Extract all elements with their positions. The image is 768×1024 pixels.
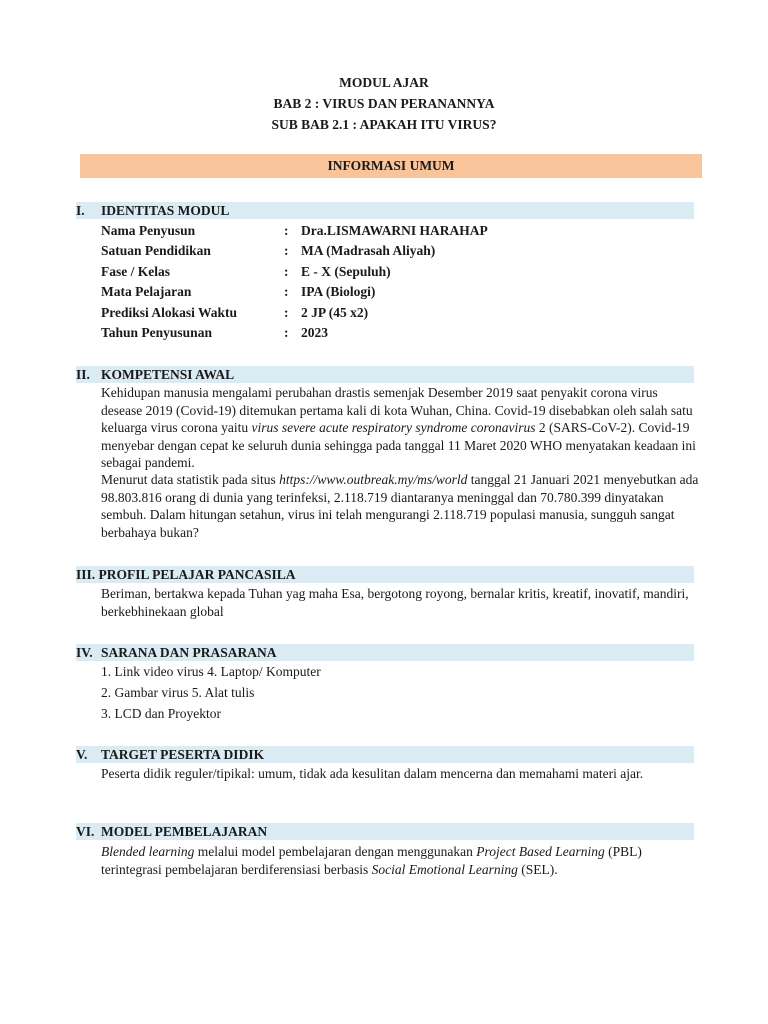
identitas-label: Satuan Pendidikan (101, 243, 211, 258)
informasi-umum-banner: INFORMASI UMUM (80, 154, 702, 178)
section-kompetensi-awal-heading (76, 366, 694, 383)
section-number: I. (76, 203, 85, 218)
identitas-value: E - X (Sepuluh) (301, 264, 391, 279)
identitas-colon: : (284, 264, 289, 279)
section-number: VI. (76, 824, 95, 839)
identitas-colon: : (284, 243, 289, 258)
section-number: IV. (76, 645, 93, 660)
section-title: MODEL PEMBELAJARAN (101, 824, 268, 839)
section-sarana-heading (76, 644, 694, 661)
identitas-colon: : (284, 284, 289, 299)
identitas-row-mata-pelajaran (101, 282, 701, 302)
section-identitas-modul-heading (76, 202, 694, 219)
section-target-heading (76, 746, 694, 763)
sarana-list-item: 2. Gambar virus 5. Alat tulis (101, 685, 255, 700)
identitas-colon: : (284, 305, 289, 320)
section-title: TARGET PESERTA DIDIK (101, 747, 265, 762)
section-profil-pelajar-heading (76, 566, 694, 583)
identitas-label: Tahun Penyusunan (101, 325, 212, 340)
identitas-value: 2 JP (45 x2) (301, 305, 369, 320)
profil-paragraph: Beriman, bertakwa kepada Tuhan yag maha Esa, bergotong royong, bernalar kritis, kreatif, inovatif, mandiri, berkebhinekaan global (101, 586, 689, 619)
title-sub-bab: SUB BAB 2.1 : APAKAH ITU VIRUS? (271, 117, 497, 132)
section-title: IDENTITAS MODUL (101, 203, 230, 218)
document-title-block (0, 72, 768, 135)
identitas-value: 2023 (301, 325, 328, 340)
section-title: III. PROFIL PELAJAR PANCASILA (76, 567, 296, 582)
identitas-row-satuan-pendidikan (101, 241, 701, 261)
section-title: KOMPETENSI AWAL (101, 367, 235, 382)
identitas-label: Nama Penyusun (101, 223, 196, 238)
model-paragraph: Blended learning melalui model pembelajaran dengan menggunakan Project Based Learning (PBL) terintegrasi pembelajaran berdiferensiasi berbasis Social Emotional Learning (SEL). (101, 844, 642, 877)
identitas-label: Prediksi Alokasi Waktu (101, 305, 238, 320)
target-paragraph: Peserta didik reguler/tipikal: umum, tidak ada kesulitan dalam mencerna dan memahami materi ajar. (101, 766, 644, 781)
identitas-colon: : (284, 325, 289, 340)
outbreak-url: https://www.outbreak.my/ms/world (279, 472, 468, 487)
identitas-row-nama-penyusun (101, 221, 701, 241)
identitas-value: Dra.LISMAWARNI HARAHAP (301, 223, 488, 238)
identitas-value: MA (Madrasah Aliyah) (301, 243, 436, 258)
identitas-row-tahun-penyusunan (101, 323, 701, 343)
kompetensi-paragraph-1: Kehidupan manusia mengalami perubahan drastis semenjak Desember 2019 saat penyakit corona virus desease 2019 (Covid-19) ditemukan pertama kali di kota Wuhan, China. Covid-19 disebabkan oleh salah satu keluarga virus corona yaitu virus severe acute respiratory syndrome coronavirus 2 (SARS-CoV-2). Covid-19 menyebar dengan cepat ke seluruh dunia sehingga pada tanggal 11 Maret 2020 WHO menyatakan keadaan ini sebagai pandemi. (101, 385, 696, 470)
section-number: II. (76, 367, 90, 382)
identitas-row-fase-kelas (101, 262, 701, 282)
section-title: SARANA DAN PRASARANA (101, 645, 277, 660)
identitas-colon: : (284, 223, 289, 238)
identitas-label: Mata Pelajaran (101, 284, 192, 299)
identitas-label: Fase / Kelas (101, 264, 170, 279)
kompetensi-paragraph-2: Menurut data statistik pada situs https://www.outbreak.my/ms/world tanggal 21 Januari 2021 menyebutkan ada 98.803.816 orang di dunia yang terinfeksi, 2.118.719 diantaranya meninggal dan 70.780.399 dinyatakan sembuh. Dalam hitungan setahun, virus ini telah mengurangi 2.118.719 populasi manusia, sungguh sangat berbahaya bukan? (101, 472, 699, 540)
title-modul-ajar: MODUL AJAR (339, 75, 429, 90)
section-model-heading (76, 823, 694, 840)
sarana-list-item: 1. Link video virus 4. Laptop/ Komputer (101, 664, 321, 679)
title-bab: BAB 2 : VIRUS DAN PERANANNYA (273, 96, 495, 111)
section-number: V. (76, 747, 88, 762)
identitas-row-alokasi-waktu (101, 303, 701, 323)
identitas-value: IPA (Biologi) (301, 284, 376, 299)
sarana-list-item: 3. LCD dan Proyektor (101, 706, 221, 721)
